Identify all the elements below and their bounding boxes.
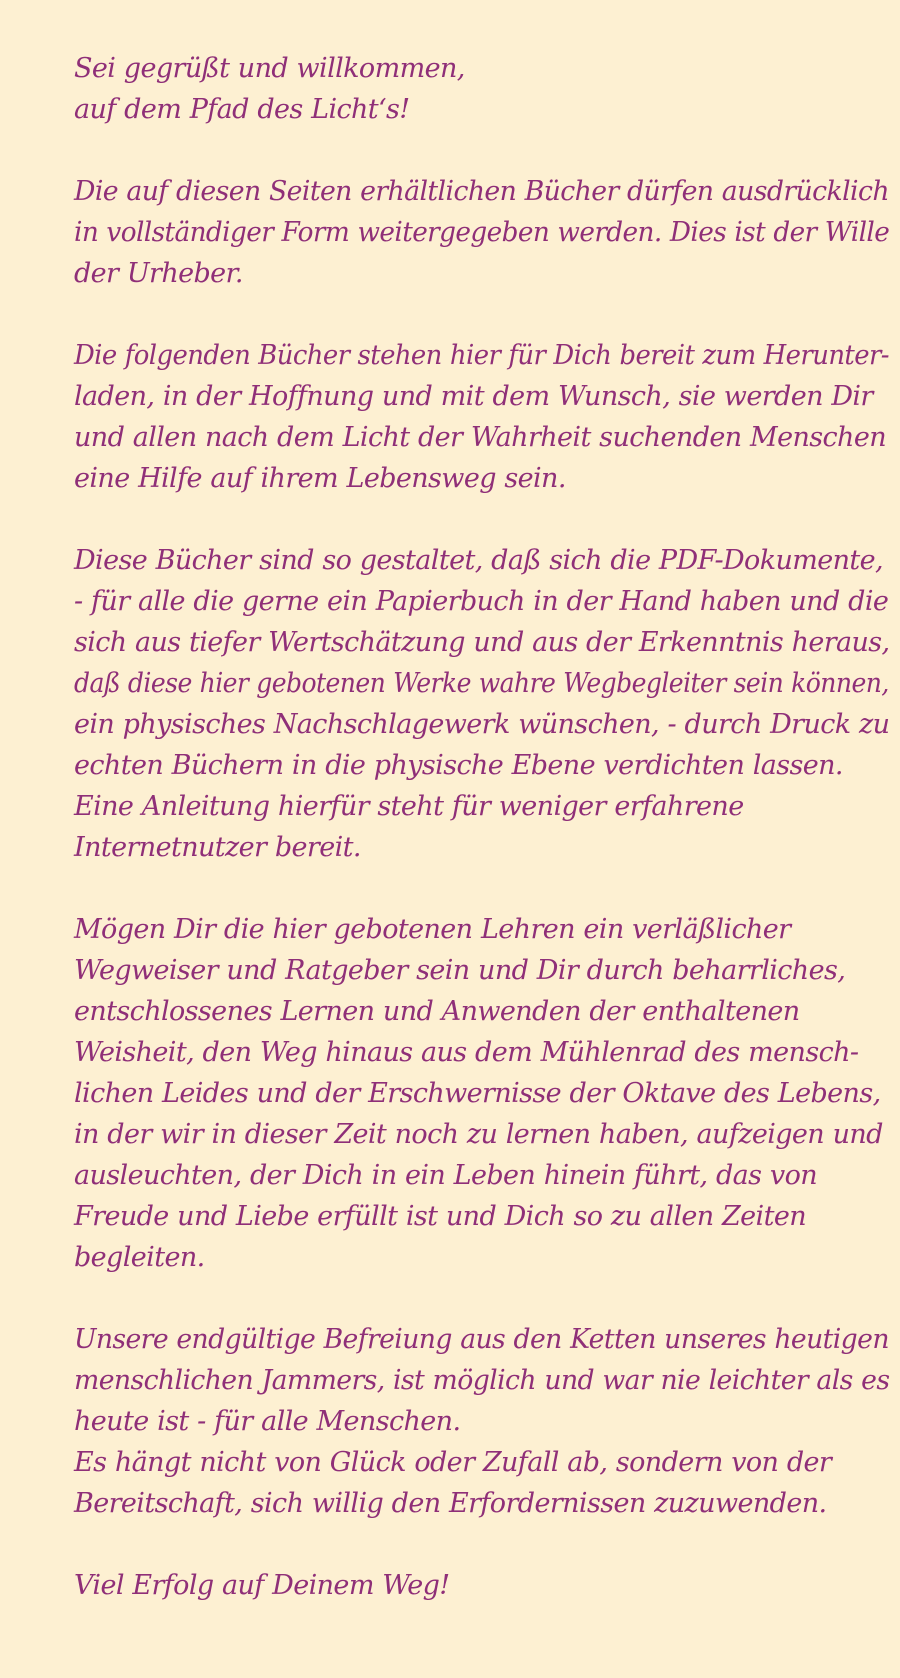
text-line: Sei gegrüßt und willkommen, (74, 53, 465, 84)
welcome-text-page (74, 48, 889, 1647)
text-line: auf dem Pfad des Licht‘s! (74, 94, 410, 125)
printing-paragraph (74, 540, 889, 868)
text-line: Wegweiser und Ratgeber sein und Dir durch beharrliches, (74, 955, 846, 986)
text-line: begleiten. (74, 1242, 205, 1273)
text-line: lichen Leides und der Erschwernisse der Oktave des Lebens, (74, 1078, 881, 1109)
farewell-paragraph (74, 1565, 889, 1606)
text-line: Unsere endgültige Befreiung aus den Ketten unseres heutigen (74, 1324, 889, 1355)
text-line: Viel Erfolg auf Deinem Weg! (74, 1570, 450, 1601)
text-line: laden, in der Hoffnung und mit dem Wunsch, sie werden Dir (74, 381, 873, 412)
text-line: Eine Anleitung hierfür steht für weniger erfahrene (74, 791, 744, 822)
text-line: Bereitschaft, sich willig den Erfordernissen zuzuwenden. (74, 1488, 827, 1519)
text-line: entschlossenes Lernen und Anwenden der enthaltenen (74, 996, 800, 1027)
text-line: sich aus tiefer Wertschätzung und aus der Erkenntnis heraus, (74, 627, 890, 658)
text-line: ein physisches Nachschlagewerk wünschen, - durch Druck zu (74, 709, 890, 740)
text-line: daß diese hier gebotenen Werke wahre Wegbegleiter sein können, (74, 668, 889, 699)
download-paragraph (74, 335, 889, 499)
text-line: der Urheber. (74, 258, 243, 289)
text-line: in vollständiger Form weitergegeben werden. Dies ist der Wille (74, 217, 890, 248)
text-line: Es hängt nicht von Glück oder Zufall ab, sondern von der (74, 1447, 832, 1478)
greeting-paragraph (74, 48, 889, 130)
text-line: Internetnutzer bereit. (74, 832, 361, 863)
liberation-paragraph (74, 1319, 889, 1524)
text-line: echten Büchern in die physische Ebene verdichten lassen. (74, 750, 843, 781)
text-line: eine Hilfe auf ihrem Lebensweg sein. (74, 463, 566, 494)
text-line: Mögen Dir die hier gebotenen Lehren ein verläßlicher (74, 914, 791, 945)
text-line: und allen nach dem Licht der Wahrheit suchenden Menschen (74, 422, 886, 453)
blessing-paragraph (74, 909, 889, 1278)
distribution-paragraph (74, 171, 889, 294)
text-line: Diese Bücher sind so gestaltet, daß sich die PDF-Dokumente, (74, 545, 884, 576)
text-line: Freude und Liebe erfüllt ist und Dich so zu allen Zeiten (74, 1201, 807, 1232)
text-line: menschlichen Jammers, ist möglich und war nie leichter als es (74, 1365, 890, 1396)
text-line: - für alle die gerne ein Papierbuch in der Hand haben und die (74, 586, 889, 617)
text-line: ausleuchten, der Dich in ein Leben hinein führt, das von (74, 1160, 818, 1191)
text-line: Weisheit, den Weg hinaus aus dem Mühlenrad des mensch- (74, 1037, 859, 1068)
text-line: heute ist - für alle Menschen. (74, 1406, 461, 1437)
text-line: Die folgenden Bücher stehen hier für Dich bereit zum Herunter- (74, 340, 889, 371)
text-line: in der wir in dieser Zeit noch zu lernen haben, aufzeigen und (74, 1119, 883, 1150)
text-line: Die auf diesen Seiten erhältlichen Bücher dürfen ausdrücklich (74, 176, 889, 207)
